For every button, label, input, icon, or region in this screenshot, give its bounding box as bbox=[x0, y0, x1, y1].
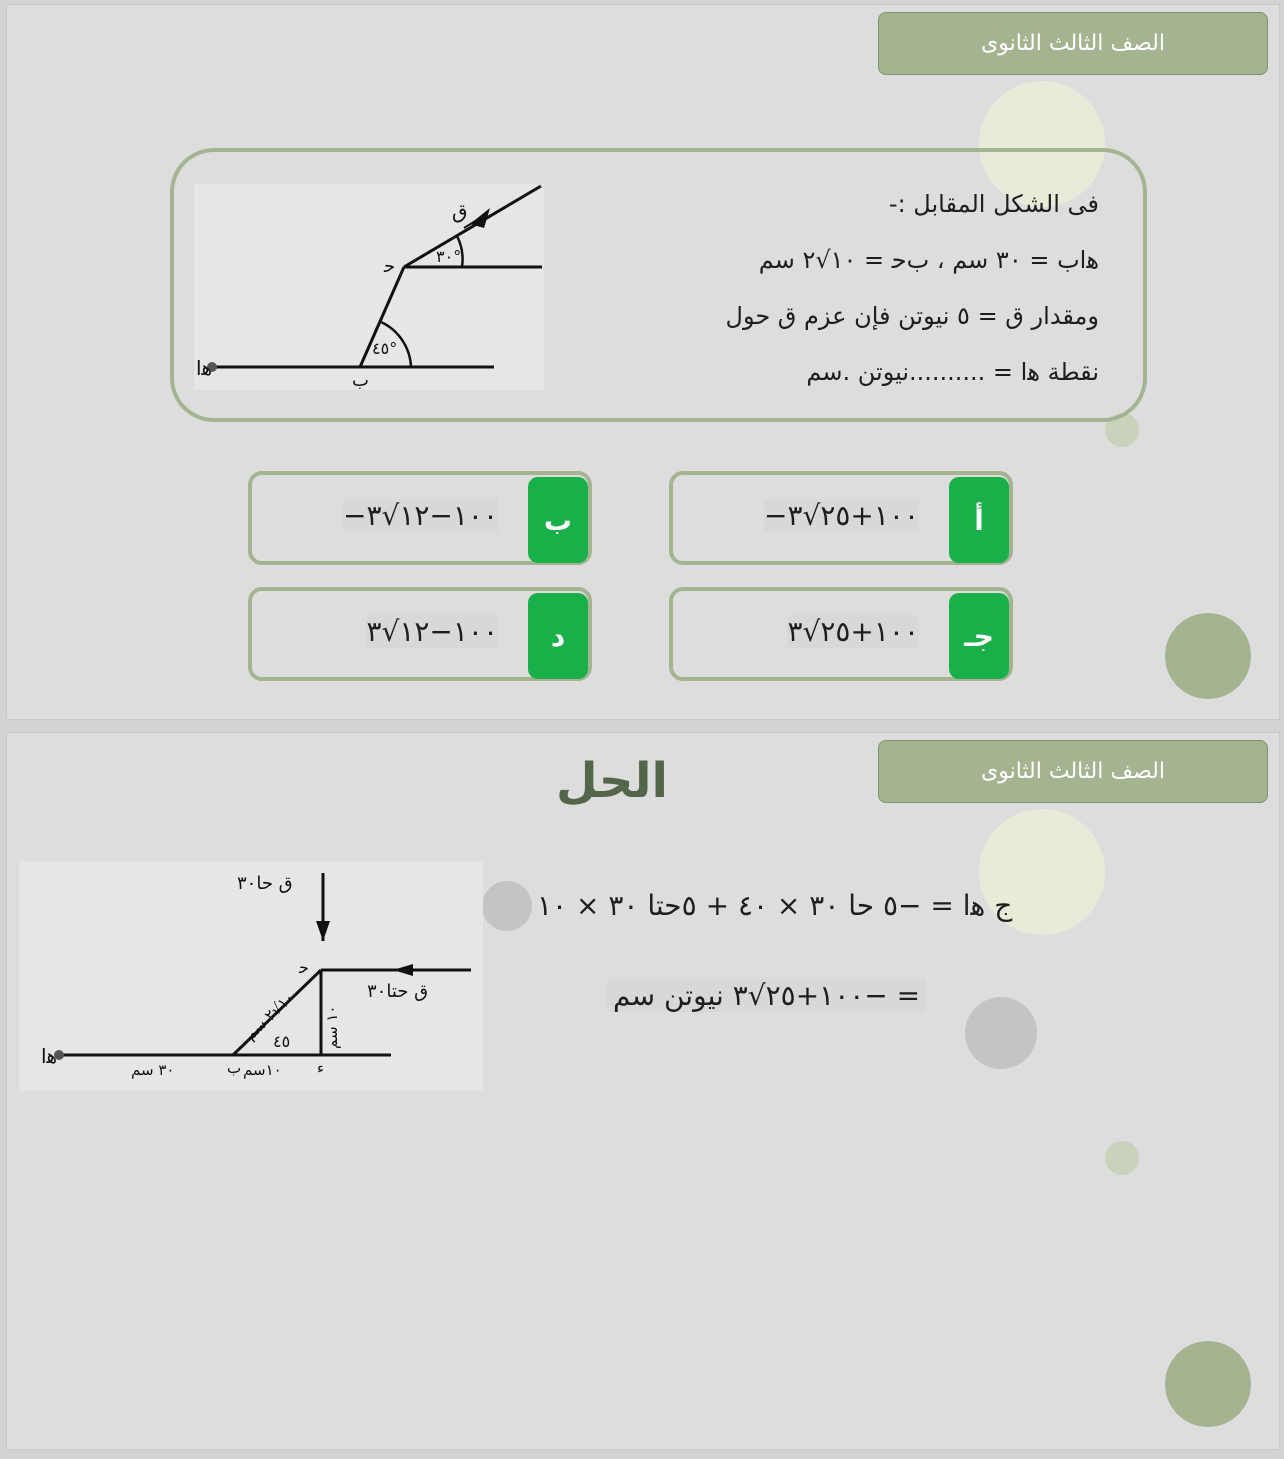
grade-label: الصف الثالث الثانوى bbox=[878, 740, 1268, 803]
decor-circle bbox=[482, 881, 532, 931]
horizontal-force-label: ق حتا٣٠ bbox=[367, 981, 429, 1002]
option-c[interactable] bbox=[669, 587, 1013, 681]
length-ab-label: ٣٠ سم bbox=[131, 1061, 175, 1079]
option-a-letter: أ bbox=[949, 477, 1009, 563]
option-d[interactable] bbox=[248, 587, 592, 681]
grade-label: الصف الثالث الثانوى bbox=[878, 12, 1268, 75]
solution-figure bbox=[19, 861, 483, 1091]
vertical-length-label: ١٠ سم bbox=[323, 1005, 341, 1049]
question-figure bbox=[194, 184, 544, 390]
option-d-value: ١٠٠−١٢√٣ bbox=[366, 615, 498, 648]
point-a-label: ﻫﺍ bbox=[196, 356, 213, 380]
point-b-label: ب bbox=[227, 1059, 242, 1077]
option-c-letter: جـ bbox=[949, 593, 1009, 679]
option-b-letter: ب bbox=[528, 477, 588, 563]
option-d-letter: د bbox=[528, 593, 588, 679]
decor-circle bbox=[965, 997, 1037, 1069]
question-slide bbox=[6, 4, 1280, 720]
point-c-label: ﺣ bbox=[299, 958, 309, 977]
force-diagram bbox=[194, 184, 544, 390]
option-a-value: −١٠٠+٢٥√٣ bbox=[763, 499, 919, 532]
force-label: ق bbox=[452, 199, 468, 223]
question-box bbox=[170, 148, 1147, 422]
question-line: ومقدار ق = ٥ نيوتن فإن عزم ق حول bbox=[725, 302, 1099, 330]
solution-equation-1: ج ﻫﺍ = −٥ حا ٣٠ × ٤٠ + ٥حتا ٣٠ × ١٠ bbox=[537, 889, 1013, 922]
length-bd-label: ١٠سم bbox=[243, 1061, 282, 1079]
solution-diagram bbox=[19, 861, 483, 1091]
question-line: فى الشكل المقابل :- bbox=[888, 190, 1099, 218]
question-line: نقطة ﻫﺍ = ..........نيوتن .سم bbox=[806, 358, 1099, 386]
angle-30-label: ٣٠° bbox=[436, 247, 462, 266]
decor-circle bbox=[1165, 1341, 1251, 1427]
point-c-label: ﺣ bbox=[384, 256, 396, 277]
solution-slide bbox=[6, 732, 1280, 1450]
point-a-label: ﻫﺍ bbox=[41, 1044, 58, 1068]
option-c-value: ١٠٠+٢٥√٣ bbox=[787, 615, 919, 648]
vertical-force-label: ق حا٣٠ bbox=[237, 873, 293, 894]
angle-label: ٤٥ bbox=[273, 1032, 291, 1051]
point-d-label: ء bbox=[317, 1059, 325, 1077]
solution-equation-2: = −١٠٠+٢٥√٣ نيوتن سم bbox=[607, 979, 926, 1012]
point-b-label: ب bbox=[352, 370, 369, 390]
question-line: ﻫﺍﺏ = ٣٠ سم ، ﺏﺣ = ١٠√٢ سم bbox=[758, 246, 1099, 274]
decor-circle bbox=[1165, 613, 1251, 699]
solution-title: الحل bbox=[556, 753, 668, 809]
question-text bbox=[629, 176, 1099, 400]
option-a[interactable] bbox=[669, 471, 1013, 565]
angle-45-label: ٤٥° bbox=[372, 339, 398, 358]
diagonal-length-label: ١٠√٢ سم bbox=[241, 988, 298, 1044]
decor-circle bbox=[1105, 1141, 1139, 1175]
option-b[interactable] bbox=[248, 471, 592, 565]
option-b-value: −١٠٠−١٢√٣ bbox=[342, 499, 498, 532]
